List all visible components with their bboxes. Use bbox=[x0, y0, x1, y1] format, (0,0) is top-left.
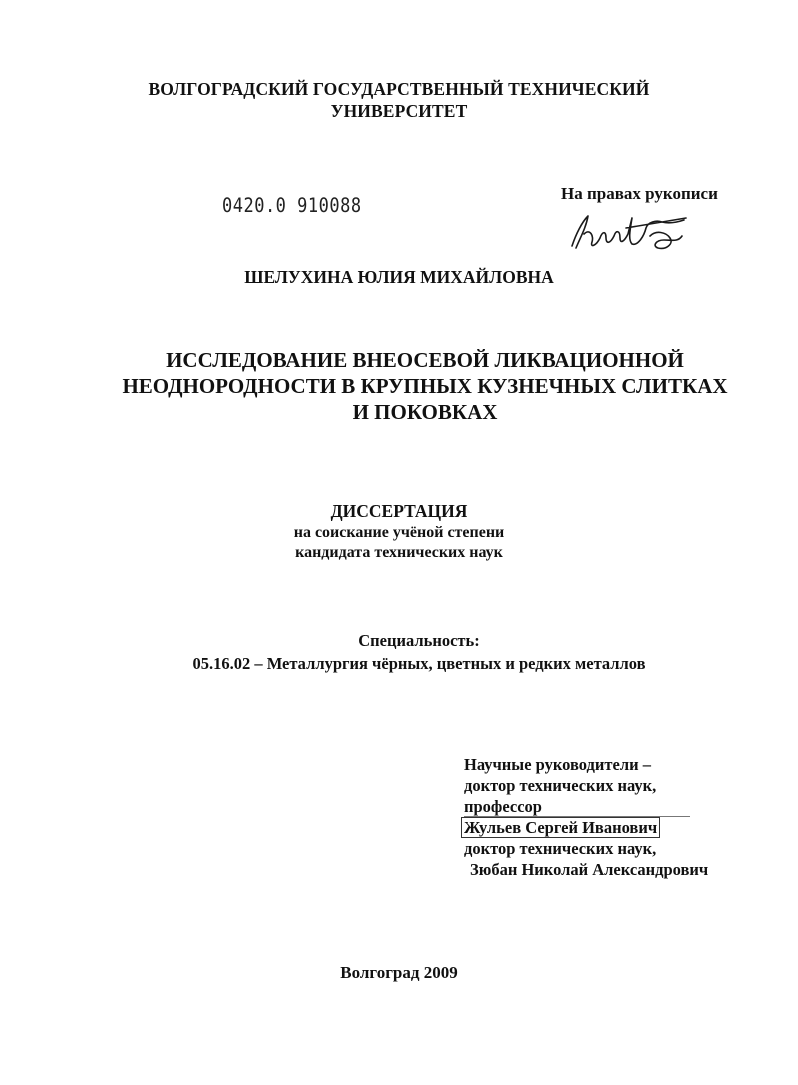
city-year: Волгоград 2009 bbox=[340, 963, 458, 982]
university-line-1: ВОЛГОГРАДСКИЙ ГОСУДАРСТВЕННЫЙ ТЕХНИЧЕСКИЙ bbox=[148, 79, 650, 99]
work-type-heading: ДИССЕРТАЦИЯ bbox=[330, 501, 468, 521]
signature-icon bbox=[566, 206, 706, 256]
title-line-2: НЕОДНОРОДНОСТИ В КРУПНЫХ КУЗНЕЧНЫХ СЛИТКАХ bbox=[122, 374, 728, 398]
specialty-block bbox=[20, 629, 798, 675]
title-line-3: И ПОКОВКАХ bbox=[352, 400, 498, 424]
work-type-line-2: кандидата технических наук bbox=[295, 544, 503, 561]
specialty-heading: Специальность: bbox=[358, 631, 480, 650]
supervisor-1-degree: доктор технических наук, bbox=[464, 776, 657, 795]
supervisor-1-name: Жульев Сергей Иванович bbox=[461, 817, 660, 838]
university-header bbox=[0, 78, 798, 122]
title-line-1: ИССЛЕДОВАНИЕ ВНЕОСЕВОЙ ЛИКВАЦИОННОЙ bbox=[166, 348, 684, 372]
work-type-line-1: на соискание учёной степени bbox=[293, 524, 505, 541]
manuscript-rights-label: На правах рукописи bbox=[561, 184, 718, 203]
archive-number-stamp: 0420.0 910088 bbox=[222, 194, 362, 218]
work-type-block bbox=[0, 500, 798, 563]
supervisor-2-degree: доктор технических наук, bbox=[464, 839, 657, 858]
author-name: ШЕЛУХИНА ЮЛИЯ МИХАЙЛОВНА bbox=[244, 267, 554, 287]
supervisor-2-name: Зюбан Николай Александрович bbox=[470, 860, 709, 879]
supervisors-heading: Научные руководители – bbox=[464, 755, 651, 774]
university-line-2: УНИВЕРСИТЕТ bbox=[330, 101, 468, 121]
specialty-value: 05.16.02 – Металлургия чёрных, цветных и редких металлов bbox=[192, 654, 646, 673]
supervisors-block bbox=[464, 754, 708, 880]
supervisor-1-title: профессор bbox=[464, 798, 690, 817]
dissertation-title bbox=[80, 347, 770, 425]
